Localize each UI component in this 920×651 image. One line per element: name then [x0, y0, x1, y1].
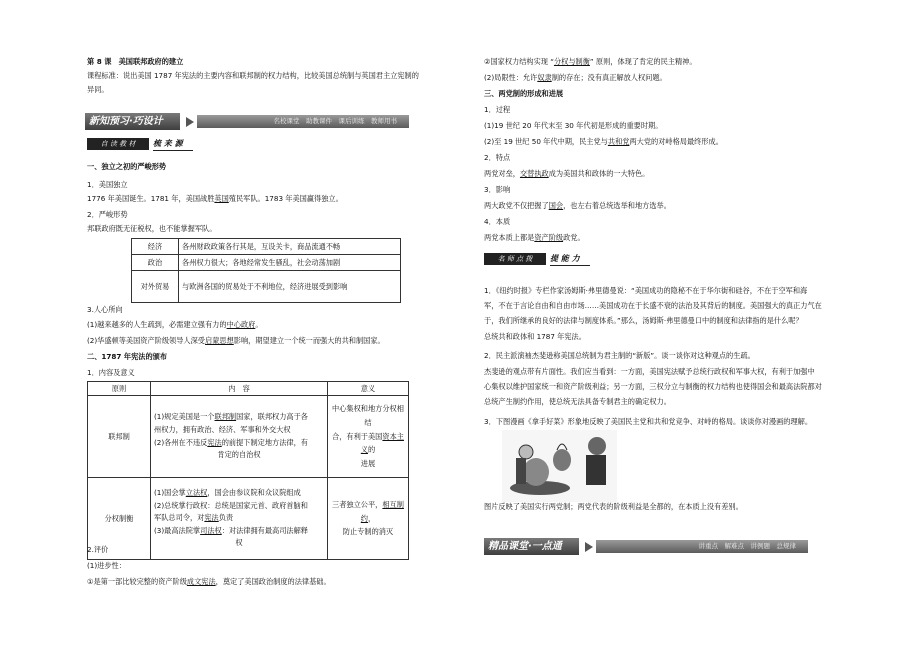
- para-balance: ②国家权力结构实现 “分权与制衡” 原则，体现了肯定的民主精神。: [484, 57, 697, 66]
- self-read-tag-tail: 梳 来 源: [153, 138, 193, 151]
- teacher-tip-tag: [484, 253, 594, 265]
- subheading-2-1: 1．内容及意义: [87, 368, 135, 377]
- question-1-line-1: 1．《纽约时报》专栏作家汤姆斯·弗里德曼说：“美国成功的隐秘不在于华尔街和硅谷，不在于空军和海: [484, 286, 808, 295]
- subheading-1-2: 2．严峻形势: [87, 210, 128, 219]
- question-1-line-3: 于，我们所继承的良好的法律与制度体系。”那么，汤姆斯·弗里德曼口中的制度和法律指的是什么呢？: [484, 316, 803, 325]
- subheading-1-1: 1．美国独立: [87, 180, 128, 189]
- answer-3: 图片反映了美国实行两党制；两党代表的阶级利益是全都的，在本质上没有差别。: [484, 502, 743, 511]
- table-row: 经济 各州财政政策各行其是，互设关卡，商品流通不畅: [132, 239, 401, 255]
- table-row: 联邦制 (1)规定美国是一个联邦制国家，联邦权力高于各 州权力，拥有政治、经济、军事和外交大权 (2)各州在不违反宪法的前提下制定地方法律，有 肯定的自治权 中心集权和地方分权相结 合，有利于美国资本主义的 进展: [88, 396, 409, 478]
- answer-2-line-2: 心集权以维护国家统一和资产阶级利益；另一方面，三权分立与制衡的权力结构也使得国会和最高法院都对: [484, 382, 822, 391]
- lesson-title: 第 8 课 美国联邦政府的建立: [87, 57, 184, 66]
- para-progress-1: ①是第一部比较完整的资产阶级成文宪法，奠定了美国政治制度的法律基础。: [87, 577, 331, 586]
- class-banner: [484, 538, 808, 555]
- class-banner-tag: 精品课堂·一点通: [484, 538, 579, 555]
- cartoon-image: [502, 430, 617, 502]
- table-row: 分权制衡 (1)国会掌立法权，国会由参议院和众议院组成 (2)总统掌行政权：总统是国家元首、政府首脑和 军队总司令，对宪法负责 (3)最高法院掌司法权：对法律拥有最高司法解释 权 三者独立公平，相互制约， 防止专制的消灭: [88, 478, 409, 560]
- answer-1: 总统共和政体和 1787 年宪法。: [484, 332, 586, 341]
- para-progress: (1)进步性：: [87, 561, 126, 570]
- para-process-2: (2)至 19 世纪 50 年代中期，民主党与共和党两大党的对峙格局最终形成。: [484, 137, 723, 146]
- subheading-2-2: 2.评价: [87, 545, 109, 554]
- para-influence: 两大政党不仅把握了国会，也左右着总统选举和地方选举。: [484, 201, 671, 210]
- standard-line-2: 异同。: [87, 85, 109, 94]
- question-3: 3．下图漫画《拿手好菜》形象地反映了美国民主党和共和党竞争、对峙的格局。谈谈你对漫画的理解。: [484, 417, 813, 426]
- subheading-1-3: 3.人心所向: [87, 305, 123, 314]
- answer-2-line-1: 杰斐逊的观点带有片面性。我们应当看到：一方面，美国宪法赋予总统行政权和军事大权，有利于加强中: [484, 367, 815, 376]
- play-arrow-icon: [186, 117, 194, 127]
- para-feature: 两党对垒，交替执政成为美国共和政体的一大特色。: [484, 169, 650, 178]
- answer-2-line-3: 总统产生制约作用，使总统无法具备专制君主的确定权力。: [484, 397, 671, 406]
- table-header-row: 原则 内 容 意义: [88, 382, 409, 396]
- preview-banner-bar: 名校课堂 助教课件 课后训练 教师用书: [197, 115, 409, 128]
- preview-banner: [85, 113, 409, 130]
- question-2: 2．民主派演袖杰斐逊称美国总统制为君主制的“新版”。谈一谈你对这种观点的生疏。: [484, 351, 755, 360]
- table-row: 政治 各州权力很大；各地经常发生骚乱，社会动荡加剧: [132, 255, 401, 271]
- teacher-tip-tag-box: 名 师 点 拨: [484, 253, 546, 265]
- subheading-3-3: 3．影响: [484, 185, 511, 194]
- subheading-3-1: 1．过程: [484, 105, 511, 114]
- self-read-tag-box: 自 读 教 材: [87, 138, 149, 150]
- section-heading-1: 一、独立之初的严峻形势: [87, 162, 167, 171]
- table-row: 对外贸易 与欧洲各国的贸易处于不利地位，经济进展受到影响: [132, 271, 401, 303]
- section-heading-3: 三、两党制的形成和进展: [484, 89, 564, 98]
- para-limitation: (2)局限性：允许奴隶制的存在；没有真正解放人权问题。: [484, 73, 667, 82]
- section-heading-2: 二、1787 年宪法的颁布: [87, 352, 168, 361]
- preview-banner-tag: 新知预习·巧设计: [85, 113, 180, 130]
- para-essence: 两党本质上都是资产阶级政党。: [484, 233, 585, 242]
- self-read-tag: [87, 138, 197, 150]
- para-process-1: (1)19 世纪 20 年代末至 30 年代初是形成的重要时期。: [484, 121, 663, 130]
- play-arrow-icon: [585, 542, 593, 552]
- question-1-line-2: 军，不在于言论自由和自由市场……美国成功在于长盛不衰的法治及其背后的制度。美国强大的真正力气在: [484, 301, 822, 310]
- situation-table: [131, 238, 401, 303]
- para-trend-2: (2)华盛顿等美国资产阶级领导人深受启蒙思想影响，期望建立一个统一而强大的共和制国家。: [87, 336, 385, 345]
- class-banner-bar: 讲重点 解难点 讲例题 总规律: [596, 540, 808, 553]
- para-trend-1: (1)越来越多的人生疏到，必需建立强有力的中心政府。: [87, 320, 263, 329]
- para-independence: 1776 年美国诞生。1781 年，美国战胜英国殖民军队。1783 年美国赢得独立。: [87, 194, 343, 203]
- constitution-table: [87, 381, 409, 560]
- standard-line-1: 课程标准：说出美国 1787 年宪法的主要内容和联邦制的权力结构，比较美国总统制与英国君主立宪制的: [87, 71, 419, 80]
- para-situation: 邦联政府既无征税权，也不能掌握军队。: [87, 224, 217, 233]
- subheading-3-2: 2．特点: [484, 153, 511, 162]
- teacher-tip-tag-tail: 提 能 力: [550, 253, 590, 266]
- subheading-3-4: 4．本质: [484, 217, 511, 226]
